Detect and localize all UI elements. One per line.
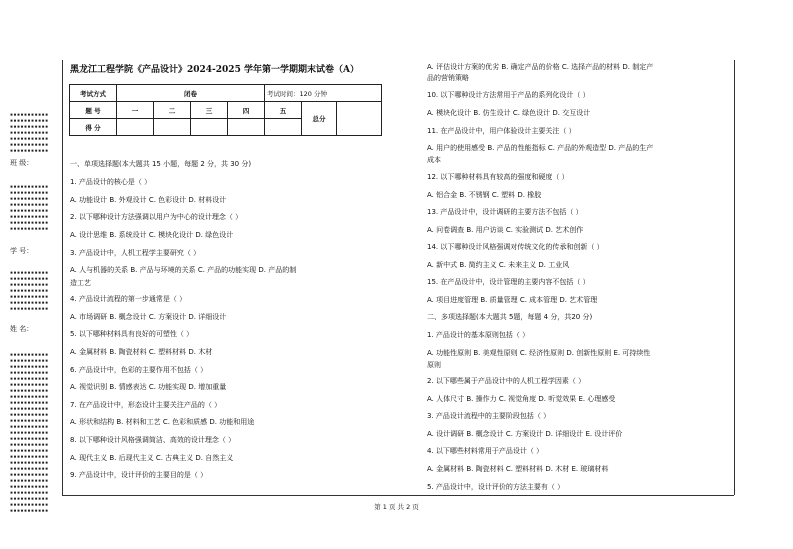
page-footer: 第 1 页 共 2 页 — [374, 503, 419, 511]
left-line: 7. 在产品设计中，形态设计主要关注产品的（ ） — [70, 401, 222, 409]
right-line: 13. 产品设计中，设计调研的主要方法不包括（ ） — [427, 208, 583, 216]
name-label: 姓 名： — [10, 325, 34, 333]
class-label: 班 级： — [10, 159, 34, 167]
exam-mode-value: 闭卷 — [117, 85, 265, 102]
left-line: A. 设计思维 B. 系统设计 C. 模块化设计 D. 绿色设计 — [70, 231, 234, 239]
left-line: 1. 产品设计的核心是（ ） — [70, 178, 152, 186]
exam-mode-label: 考试方式 — [70, 85, 117, 102]
score-cell-4 — [228, 119, 265, 136]
score-cell-5 — [265, 119, 302, 136]
right-line: 3. 产品设计流程中的主要阶段包括（ ） — [427, 412, 551, 420]
left-line: 9. 产品设计中，设计评价的主要目的是（ ） — [70, 471, 208, 479]
right-line: 10. 以下哪种设计方法常用于产品的系列化设计（ ） — [427, 91, 590, 99]
left-line: 6. 产品设计中，色彩的主要作用不包括（ ） — [70, 366, 208, 374]
right-line: 11. 在产品设计中，用户体验设计主要关注（ ） — [427, 127, 576, 135]
left-line: A. 功能设计 B. 外观设计 C. 色彩设计 D. 材料设计 — [70, 196, 227, 204]
right-line: A. 模块化设计 B. 仿生设计 C. 绿色设计 D. 交互设计 — [427, 109, 591, 117]
footer-rule — [62, 495, 734, 496]
left-line: A. 金属材料 B. 陶瓷材料 C. 塑料材料 D. 木材 — [70, 348, 213, 356]
binding-dots-mid2: ▪▪▪▪▪▪▪▪▪▪▪ ▪▪▪▪▪▪▪▪▪▪▪ ▪▪▪▪▪▪▪▪▪▪▪ ▪▪▪▪▪▪▪▪▪▪▪ ▪▪▪▪▪▪▪▪▪▪▪ ▪▪▪▪▪▪▪▪▪▪▪ ▪▪▪▪▪▪▪▪▪▪▪ — [10, 270, 49, 312]
left-line: A. 现代主义 B. 后现代主义 C. 古典主义 D. 自然主义 — [70, 454, 234, 462]
total-cell — [337, 102, 382, 136]
left-line: 5. 以下哪种材料具有良好的可塑性（ ） — [70, 330, 194, 338]
left-line: 4. 产品设计流程的第一步通常是（ ） — [70, 295, 187, 303]
right-line: 成本 — [427, 156, 441, 164]
right-line: A. 问卷调查 B. 用户访谈 C. 实验测试 D. 艺术创作 — [427, 226, 584, 234]
right-line: 2. 以下哪些属于产品设计中的人机工程学因素（ ） — [427, 377, 586, 385]
left-line: A. 市场调研 B. 概念设计 C. 方案设计 D. 详细设计 — [70, 313, 227, 321]
score-cell-2 — [154, 119, 191, 136]
question-number-label: 题 号 — [70, 102, 117, 119]
left-border — [62, 60, 63, 495]
right-line: A. 人体尺寸 B. 操作力 C. 视觉角度 D. 听觉效果 E. 心理感受 — [427, 395, 616, 403]
total-label: 总分 — [302, 102, 337, 136]
left-line: 8. 以下哪种设计风格强调简洁、高效的设计理念（ ） — [70, 436, 236, 444]
right-line: 原则 — [427, 361, 441, 369]
right-line: 15. 在产品设计中，设计管理的主要内容不包括（ ） — [427, 278, 590, 286]
left-line: A. 人与机器的关系 B. 产品与环境的关系 C. 产品的功能实现 D. 产品的制 — [70, 266, 297, 274]
right-line: A. 新中式 B. 简约主义 C. 未来主义 D. 工业风 — [427, 261, 570, 269]
binding-dots-bottom: ▪▪▪▪▪▪▪▪▪▪▪ ▪▪▪▪▪▪▪▪▪▪▪ ▪▪▪▪▪▪▪▪▪▪▪ ▪▪▪▪▪▪▪▪▪▪▪ ▪▪▪▪▪▪▪▪▪▪▪ ▪▪▪▪▪▪▪▪▪▪▪ ▪▪▪▪▪▪▪▪▪▪▪ ▪▪▪▪▪▪▪▪▪▪▪ ▪▪▪▪▪▪▪▪▪▪▪ ▪▪▪▪▪▪▪▪▪▪▪ ▪▪▪▪▪▪▪▪▪▪▪ ▪▪▪▪▪▪▪▪▪▪▪ ▪▪▪▪▪▪▪▪▪▪▪ ▪▪▪▪▪▪▪▪▪▪▪ ▪▪▪▪▪▪▪▪▪▪▪ ▪▪▪▪▪▪▪▪▪▪▪ ▪▪▪▪▪▪▪▪▪▪▪ ▪▪▪▪▪▪▪▪▪▪▪ ▪▪▪▪▪▪▪▪▪▪▪ ▪▪▪▪▪▪▪▪▪▪▪ ▪▪▪▪▪▪▪▪▪▪▪ ▪▪▪▪▪▪▪▪▪▪▪ ▪▪▪▪▪▪▪▪▪▪▪ ▪▪▪▪▪▪▪▪▪▪▪ ▪▪▪▪▪▪▪▪▪▪▪ ▪▪▪▪▪▪▪▪▪▪▪ ▪▪▪▪▪▪▪▪▪▪▪ — [10, 352, 49, 514]
right-line: A. 设计调研 B. 概念设计 C. 方案设计 D. 详细设计 E. 设计评价 — [427, 430, 623, 438]
left-line: 3. 产品设计中，人机工程学主要研究（ ） — [70, 249, 201, 257]
right-line: A. 功能性原则 B. 美观性原则 C. 经济性原则 D. 创新性原则 E. 可持续性 — [427, 349, 651, 357]
left-line: 2. 以下哪种设计方法强调以用户为中心的设计理念（ ） — [70, 213, 243, 221]
score-label: 得 分 — [70, 119, 117, 136]
right-line: A. 用户的使用感受 B. 产品的性能指标 C. 产品的外观造型 D. 产品的生产 — [427, 144, 654, 152]
col-4: 四 — [228, 102, 265, 119]
score-table — [69, 84, 382, 136]
right-line: 5. 产品设计中，设计评价的方法主要有（ ） — [427, 483, 565, 491]
section-2-heading: 二、多项选择题(本大题共 5题，每题 4 分，共20 分) — [427, 313, 593, 321]
binding-dots-top: ▪▪▪▪▪▪▪▪▪▪▪ ▪▪▪▪▪▪▪▪▪▪▪ ▪▪▪▪▪▪▪▪▪▪▪ ▪▪▪▪▪▪▪▪▪▪▪ ▪▪▪▪▪▪▪▪▪▪▪ ▪▪▪▪▪▪▪▪▪▪▪ ▪▪▪▪▪▪▪▪▪▪▪ — [10, 112, 49, 154]
right-line: A. 项目进度管理 B. 质量管理 C. 成本管理 D. 艺术管理 — [427, 296, 598, 304]
col-1: 一 — [117, 102, 154, 119]
right-line: A. 金属材料 B. 陶瓷材料 C. 塑料材料 D. 木材 E. 玻璃材料 — [427, 465, 609, 473]
right-line: A. 评估设计方案的优劣 B. 确定产品的价格 C. 选择产品的材料 D. 制定产 — [427, 63, 654, 71]
col-5: 五 — [265, 102, 302, 119]
right-line: 品的营销策略 — [427, 74, 469, 82]
right-line: 12. 以下哪种材料具有较高的强度和硬度（ ） — [427, 173, 569, 181]
right-border — [734, 60, 735, 495]
section-1-heading: 一、单项选择题(本大题共 15 小题，每题 2 分，共 30 分) — [70, 160, 252, 168]
exam-time: 考试时间：120 分钟 — [265, 85, 382, 102]
binding-dots-mid1: ▪▪▪▪▪▪▪▪▪▪▪ ▪▪▪▪▪▪▪▪▪▪▪ ▪▪▪▪▪▪▪▪▪▪▪ ▪▪▪▪▪▪▪▪▪▪▪ ▪▪▪▪▪▪▪▪▪▪▪ ▪▪▪▪▪▪▪▪▪▪▪ ▪▪▪▪▪▪▪▪▪▪▪ ▪▪▪▪▪▪▪▪▪▪▪ — [10, 184, 49, 232]
col-3: 三 — [191, 102, 228, 119]
score-cell-3 — [191, 119, 228, 136]
score-cell-1 — [117, 119, 154, 136]
right-line: 4. 以下哪些材料常用于产品设计（ ） — [427, 447, 544, 455]
left-line: A. 形状和结构 B. 材料和工艺 C. 色彩和质感 D. 功能和用途 — [70, 418, 255, 426]
left-line: A. 视觉识别 B. 情感表达 C. 功能实现 D. 增加重量 — [70, 383, 227, 391]
right-line: 1. 产品设计的基本原则包括（ ） — [427, 331, 530, 339]
left-line: 造工艺 — [70, 279, 91, 287]
exam-title: 黑龙江工程学院《产品设计》2024-2025 学年第一学期期末试卷（A） — [70, 65, 359, 75]
student-id-label: 学 号： — [10, 247, 34, 255]
col-2: 二 — [154, 102, 191, 119]
right-line: 14. 以下哪种设计风格强调对传统文化的传承和创新（ ） — [427, 243, 604, 251]
right-line: A. 铝合金 B. 不锈钢 C. 塑料 D. 橡胶 — [427, 191, 542, 199]
